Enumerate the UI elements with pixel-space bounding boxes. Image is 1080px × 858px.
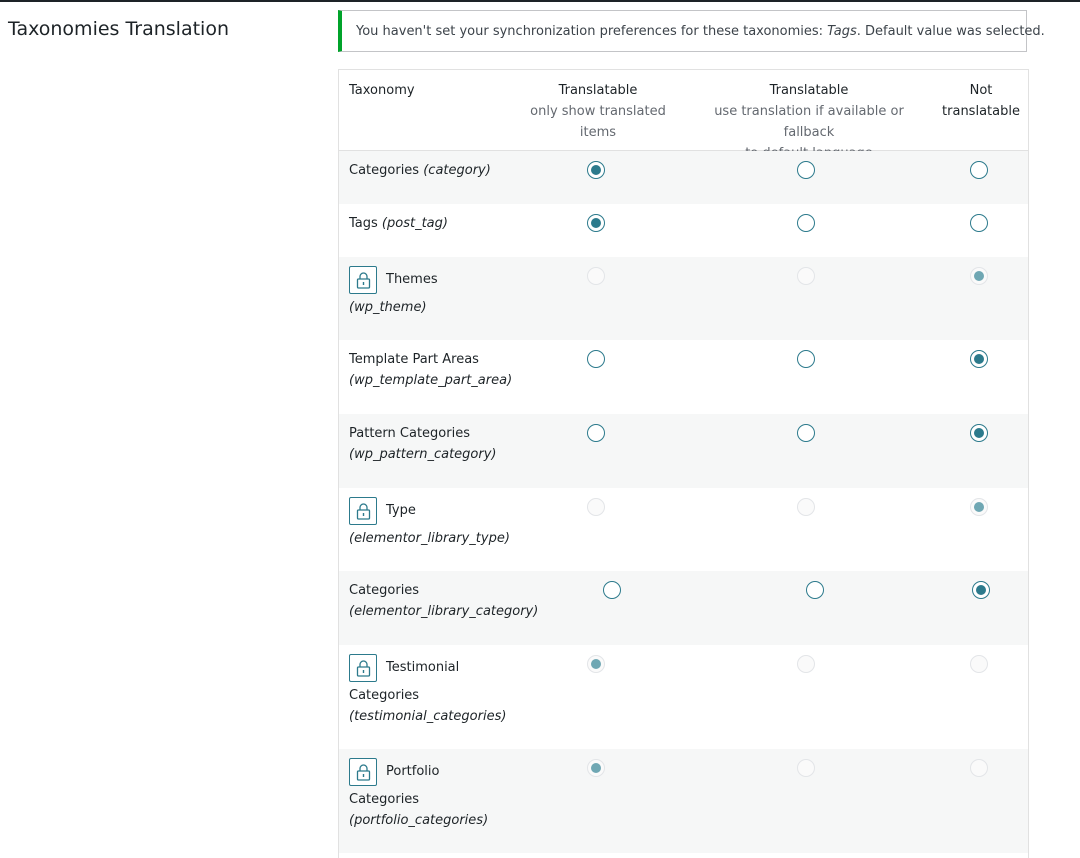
taxonomy-slug: (wp_theme) <box>349 300 427 315</box>
taxonomy-name: Pattern Categories <box>349 426 470 441</box>
taxonomy-name: Type <box>386 503 416 518</box>
sync-notice <box>338 10 1045 52</box>
radio-translatable-fallback[interactable] <box>797 214 815 232</box>
radio-translatable-fallback <box>797 759 815 777</box>
taxonomy-name: Tags <box>349 216 378 231</box>
taxonomy-slug: (category) <box>423 163 491 178</box>
radio-translatable-fallback <box>797 267 815 285</box>
taxonomy-slug: (elementor_library_category) <box>349 604 539 619</box>
taxonomy-slug: (testimonial_categories) <box>349 709 507 724</box>
taxonomy-slug: (wp_template_part_area) <box>349 373 513 388</box>
radio-translatable-fallback <box>797 498 815 516</box>
taxonomy-cell <box>349 757 488 831</box>
radio-translatable-fallback[interactable] <box>806 581 824 599</box>
radio-translatable[interactable] <box>587 350 605 368</box>
taxonomy-cell <box>349 496 510 549</box>
taxonomy-slug: (elementor_library_type) <box>349 531 510 546</box>
radio-not-translatable <box>970 267 988 285</box>
table-row <box>339 204 1028 257</box>
taxonomy-cell <box>349 580 538 622</box>
radio-not-translatable[interactable] <box>970 214 988 232</box>
lock-icon <box>349 497 377 525</box>
radio-translatable[interactable] <box>603 581 621 599</box>
table-body <box>339 151 1028 853</box>
taxonomy-cell <box>349 653 506 727</box>
radio-translatable <box>587 655 605 673</box>
notice-text-suffix: . Default value was selected. <box>856 24 1045 39</box>
header-not-line-1: Not <box>969 83 993 98</box>
section-title: Taxonomies Translation <box>8 18 229 40</box>
taxonomy-name: Template Part Areas <box>349 352 479 367</box>
taxonomy-name-line2: Categories <box>349 792 420 807</box>
taxonomy-cell <box>349 213 448 234</box>
header-fallback-title: Translatable <box>769 83 849 98</box>
taxonomy-name: Themes <box>386 272 438 287</box>
table-row <box>339 645 1028 749</box>
top-border <box>0 0 1080 2</box>
radio-translatable[interactable] <box>587 424 605 442</box>
taxonomy-name: Portfolio <box>386 764 440 779</box>
radio-not-translatable <box>970 498 988 516</box>
notice-text-emphasis: Tags <box>827 24 857 39</box>
radio-translatable-fallback[interactable] <box>797 350 815 368</box>
radio-not-translatable[interactable] <box>970 350 988 368</box>
radio-translatable <box>587 267 605 285</box>
header-not-line-2: translatable <box>942 104 1020 119</box>
taxonomy-name: Categories <box>349 583 420 598</box>
header-taxonomy: Taxonomy <box>349 83 415 98</box>
taxonomy-cell <box>349 423 496 465</box>
header-translatable-title: Translatable <box>558 83 638 98</box>
radio-not-translatable[interactable] <box>970 424 988 442</box>
radio-translatable <box>587 498 605 516</box>
table-row <box>339 488 1028 571</box>
taxonomy-name: Categories <box>349 163 420 178</box>
notice-text-prefix: You haven't set your synchronization preferences for these taxonomies: <box>356 24 828 39</box>
taxonomy-slug: (wp_pattern_category) <box>349 447 497 462</box>
radio-translatable-fallback[interactable] <box>797 424 815 442</box>
taxonomy-cell <box>349 265 438 318</box>
radio-translatable-fallback[interactable] <box>797 161 815 179</box>
table-header <box>339 70 1028 151</box>
radio-translatable <box>587 759 605 777</box>
radio-translatable[interactable] <box>587 214 605 232</box>
radio-not-translatable[interactable] <box>972 581 990 599</box>
header-translatable <box>523 80 673 143</box>
table-row <box>339 414 1028 488</box>
taxonomy-slug: (portfolio_categories) <box>349 813 489 828</box>
taxonomy-name: Testimonial <box>386 660 460 675</box>
taxonomy-cell <box>349 349 512 391</box>
taxonomy-cell <box>349 160 491 181</box>
header-fallback-sub-1: use translation if available or fallback <box>714 104 904 140</box>
header-not-translatable <box>939 80 1023 122</box>
radio-translatable-fallback <box>797 655 815 673</box>
table-row <box>339 749 1028 853</box>
taxonomy-name-line2: Categories <box>349 688 420 703</box>
radio-not-translatable <box>970 759 988 777</box>
taxonomies-table <box>338 69 1029 858</box>
lock-icon <box>349 758 377 786</box>
radio-not-translatable <box>970 655 988 673</box>
lock-icon <box>349 654 377 682</box>
table-row <box>339 571 1028 645</box>
radio-not-translatable[interactable] <box>970 161 988 179</box>
taxonomy-slug: (post_tag) <box>381 216 448 231</box>
header-translatable-sub-2: items <box>579 125 617 140</box>
radio-translatable[interactable] <box>587 161 605 179</box>
table-row <box>339 257 1028 340</box>
table-row <box>339 340 1028 414</box>
table-row <box>339 151 1028 204</box>
header-translatable-sub-1: only show translated <box>530 104 666 119</box>
lock-icon <box>349 266 377 294</box>
